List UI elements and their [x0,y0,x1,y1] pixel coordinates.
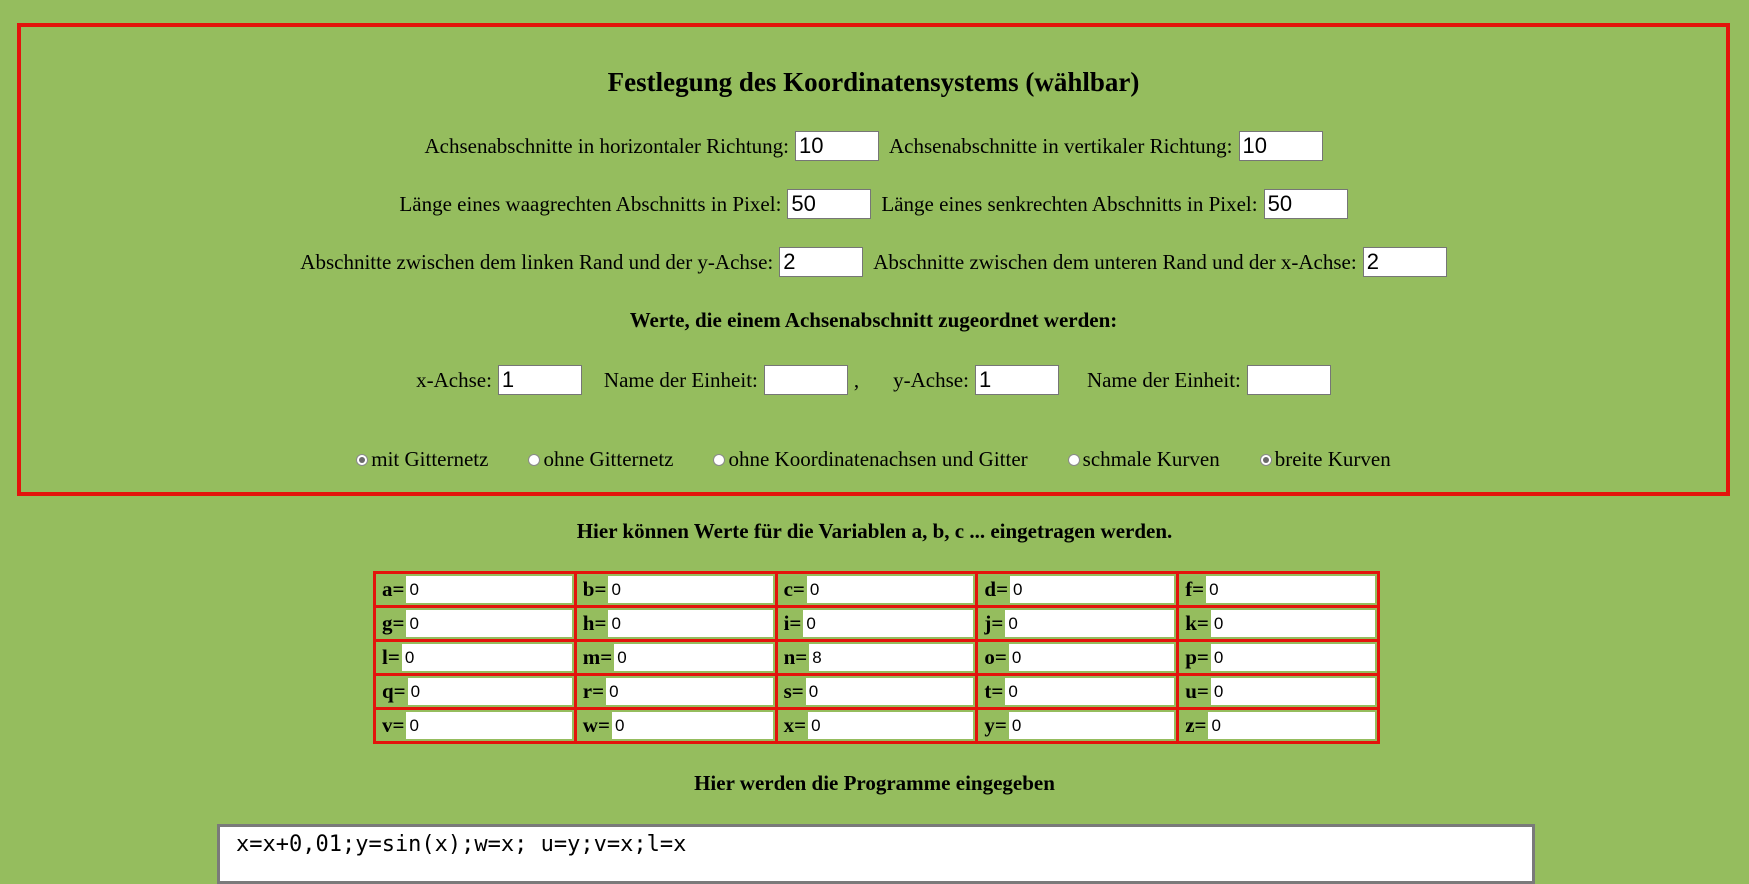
variable-label: d= [984,577,1009,601]
coordinate-settings-panel [17,23,1730,496]
variable-cell [978,710,1176,741]
variable-label: j= [984,611,1004,635]
radio-without-axes-and-grid[interactable] [713,447,1027,472]
variable-cell [1179,642,1377,673]
v-sections-label: Achsenabschnitte in vertikaler Richtung: [889,133,1233,158]
variable-input[interactable]: 0 [608,576,772,603]
radio-wide-curves[interactable] [1260,447,1391,472]
radio-with-grid[interactable] [356,447,488,472]
variable-input[interactable]: 0 [807,576,974,603]
h-sections-label: Achsenabschnitte in horizontaler Richtung: [424,133,789,158]
variable-input[interactable]: 0 [1211,678,1375,705]
variable-cell [978,608,1176,639]
variable-cell [577,676,775,707]
variable-label: q= [382,679,406,703]
radio-thin-curves[interactable] [1068,447,1220,472]
variable-input[interactable]: 0 [1010,576,1174,603]
program-title: Hier werden die Programme eingegeben [694,771,1055,795]
radio-button-icon[interactable] [1068,454,1080,466]
x-axis-label: x-Achse: [416,367,492,392]
panel-title: Festlegung des Koordinatensystems (wählbar) [607,67,1140,97]
variable-label: v= [382,713,405,737]
radio-label: breite Kurven [1274,447,1391,471]
variable-label: o= [984,645,1007,669]
h-length-input[interactable] [787,189,871,219]
variable-label: s= [783,679,804,703]
variable-input[interactable]: 0 [1211,644,1375,671]
variables-grid [373,571,1380,744]
variable-input[interactable]: 0 [612,712,773,739]
y-axis-label: y-Achse: [893,367,969,392]
variable-input[interactable]: 0 [408,678,572,705]
separator-comma: , [853,367,860,392]
axis-values-row [21,365,1726,395]
variable-cell [778,676,976,707]
variable-cell [577,710,775,741]
radio-label: mit Gitternetz [371,447,489,471]
variable-label: w= [582,713,610,737]
variable-input[interactable]: 0 [1009,712,1174,739]
radio-label: schmale Kurven [1082,447,1220,471]
radio-without-grid[interactable] [528,447,673,472]
variable-input[interactable]: 0 [1206,576,1375,603]
radio-label: ohne Gitternetz [543,447,674,471]
variable-cell [778,608,976,639]
variable-input[interactable]: 0 [606,678,773,705]
variable-label: i= [783,611,802,635]
variable-cell [1179,574,1377,605]
variable-cell [778,574,976,605]
bottom-sections-input[interactable] [1363,247,1447,277]
variable-input[interactable]: 0 [803,610,973,637]
grid-options-row [21,447,1726,472]
variable-input[interactable]: 0 [402,644,572,671]
variable-cell [778,710,976,741]
variable-label: a= [382,577,405,601]
variable-label: b= [582,577,607,601]
variable-input[interactable]: 0 [806,678,974,705]
variable-label: r= [582,679,605,703]
v-sections-input[interactable] [1239,131,1323,161]
v-length-input[interactable] [1264,189,1348,219]
variable-cell [577,642,775,673]
variable-input[interactable]: 0 [1005,610,1174,637]
y-axis-value-input[interactable] [975,365,1059,395]
variable-cell [376,676,574,707]
variable-label: y= [984,713,1007,737]
v-length-label: Länge eines senkrechten Abschnitts in Pixel: [881,191,1258,216]
x-unit-input[interactable] [764,365,848,395]
variable-label: n= [783,645,808,669]
variable-input[interactable]: 0 [406,712,571,739]
variable-input[interactable]: 0 [808,712,973,739]
variable-input[interactable]: 0 [1211,610,1375,637]
variable-cell [376,574,574,605]
variable-label: l= [382,645,400,669]
variable-label: u= [1185,679,1209,703]
radio-label: ohne Koordinatenachsen und Gitter [728,447,1028,471]
variable-cell [978,676,1176,707]
y-unit-label: Name der Einheit: [1086,367,1241,392]
variable-label: t= [984,679,1004,703]
variable-input[interactable]: 0 [406,610,571,637]
h-length-label: Länge eines waagrechten Abschnitts in Pixel: [399,191,782,216]
variable-input[interactable]: 0 [614,644,772,671]
section-length-row [21,189,1726,219]
left-sections-label: Abschnitte zwischen dem linken Rand und der y-Achse: [300,249,774,274]
variable-cell [577,574,775,605]
axis-sections-row [21,131,1726,161]
variables-title: Hier können Werte für die Variablen a, b, c ... eingetragen werden. [576,519,1173,543]
variable-input[interactable]: 0 [608,610,772,637]
variable-label: m= [582,645,613,669]
left-sections-input[interactable] [779,247,863,277]
variable-label: x= [783,713,807,737]
radio-button-icon[interactable] [528,454,540,466]
program-input[interactable]: x=x+0,01;y=sin(x);w=x; u=y;v=x;l=x [217,824,1535,884]
variable-cell [778,642,976,673]
variable-label: p= [1185,645,1209,669]
variable-input[interactable]: 0 [1005,678,1174,705]
bottom-sections-label: Abschnitte zwischen dem unteren Rand und der x-Achse: [873,249,1357,274]
variable-cell [376,710,574,741]
x-unit-label: Name der Einheit: [603,367,758,392]
variable-cell [1179,710,1377,741]
variable-cell [1179,608,1377,639]
radio-button-icon[interactable] [1260,454,1272,466]
radio-button-icon[interactable] [356,454,368,466]
variable-label: z= [1185,713,1207,737]
variable-cell [978,574,1176,605]
values-title: Werte, die einem Achsenabschnitt zugeordnet werden: [629,308,1118,332]
x-axis-value-input[interactable] [498,365,582,395]
variable-input[interactable]: 0 [1009,644,1174,671]
variable-cell [577,608,775,639]
variable-label: c= [783,577,805,601]
variable-label: k= [1185,611,1209,635]
variable-cell [1179,676,1377,707]
variable-label: g= [382,611,405,635]
h-sections-input[interactable] [795,131,879,161]
variable-label: f= [1185,577,1205,601]
variable-cell [376,608,574,639]
axis-offset-row [21,247,1726,277]
variable-cell [978,642,1176,673]
y-unit-input[interactable] [1247,365,1331,395]
variable-input[interactable]: 0 [406,576,571,603]
variable-input[interactable]: 0 [1208,712,1375,739]
variable-input[interactable]: 8 [809,644,973,671]
radio-button-icon[interactable] [713,454,725,466]
variable-label: h= [582,611,607,635]
variable-cell [376,642,574,673]
